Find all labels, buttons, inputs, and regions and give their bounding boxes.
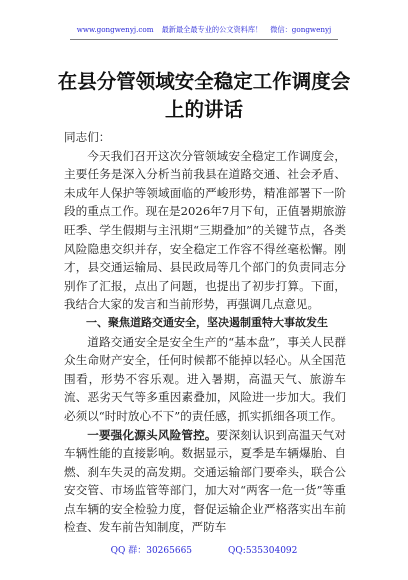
qq-group: QQ 群：30265665 bbox=[110, 546, 193, 556]
document-title: 在县分管领域安全稳定工作调度会上的讲话 bbox=[57, 70, 351, 121]
section-heading-1: 一、聚焦道路交通安全，坚决遏制重特大事故发生 bbox=[86, 315, 328, 329]
header-divider bbox=[70, 39, 338, 40]
site-header bbox=[0, 25, 408, 35]
document-body bbox=[64, 128, 346, 537]
website-link[interactable]: www.gongwenyj.com bbox=[76, 25, 154, 34]
salutation: 同志们： bbox=[64, 130, 111, 144]
wechat-id: 微信：gongwenyj bbox=[270, 25, 332, 34]
section-1-subpoint bbox=[64, 426, 346, 538]
section-1-paragraph: 道路交通安全是安全生产的“基本盘”，事关人民群众生命财产安全，任何时候都不能掉以轻心。从全国范围看，形势不容乐观。进入暑期，高温天气、旅游车流、恶劣天气等多重因素叠加，风险进一步加大。我们必须以“时时放心不下”的责任感，抓实抓细各项工作。 bbox=[64, 334, 346, 423]
subpoint-text: 要深刻认识到高温天气对车辆性能的直接影响。数据显示，夏季是车辆爆胎、自燃、刹车失灵的高发期。交通运输部门要牵头，联合公安交管、市场监管等部门，加大对“两客一危一货”等重点车辆的安全检验力度，督促运输企业严格落实出车前检查、发车前告知制度，严防车 bbox=[64, 427, 346, 535]
site-slogan: 最新最全最专业的公文资料库！ bbox=[161, 25, 263, 34]
site-footer bbox=[0, 545, 408, 557]
intro-paragraph: 今天我们召开这次分管领域安全稳定工作调度会，主要任务是深入分析当前我县在道路交通、社会矛盾、未成年人保护等领域面临的严峻形势，精准部署下一阶段的重点工作。现在是2026年7月下旬，正值暑期旅游旺季、学生假期与主汛期“三期叠加”的关键节点，各类风险隐患交织并存，安全稳定工作容不得丝毫松懈。刚才，县交通运输局、县民政局等几个部门的负责同志分别作了汇报，点出了问题，也提出了初步打算。下面，我结合大家的发言和当前形势，再强调几点意见。 bbox=[64, 148, 346, 312]
qq-number: QQ:535304092 bbox=[228, 546, 298, 556]
subpoint-lead: 一要强化源头风险管控。 bbox=[87, 427, 217, 442]
